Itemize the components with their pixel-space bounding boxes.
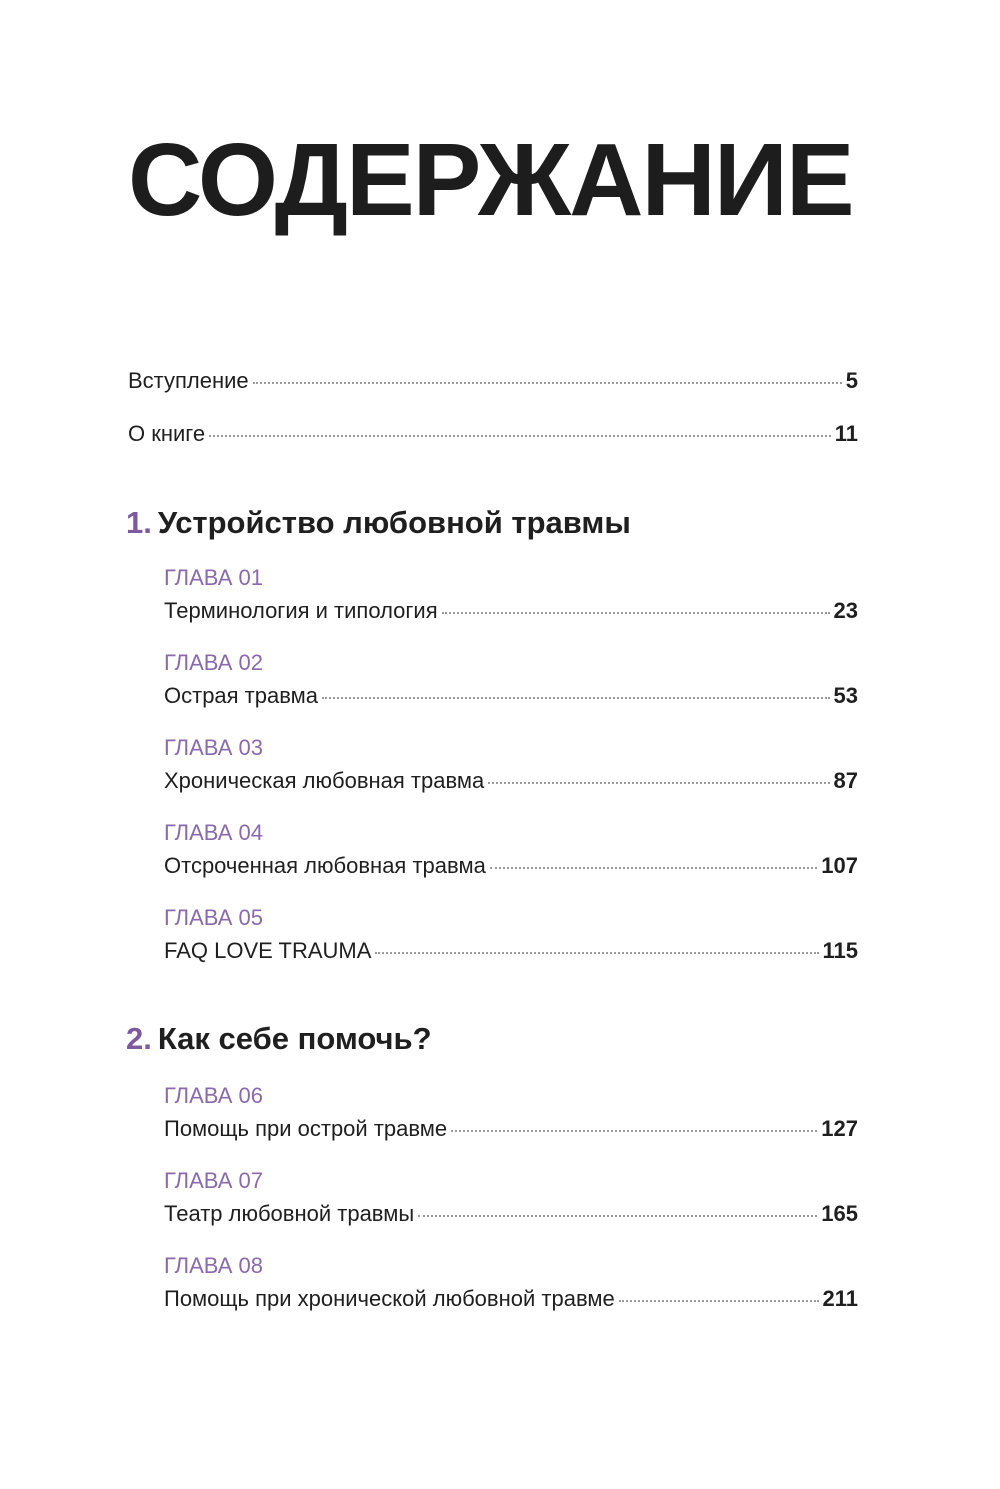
part-title: Как себе помочь? — [157, 1021, 432, 1056]
toc-page-number: 87 — [833, 768, 858, 793]
toc-entry-about-book[interactable] — [128, 421, 858, 447]
chapter-tag-02: ГЛАВА 02 — [164, 650, 263, 675]
dot-leader — [322, 697, 829, 699]
chapter-tag-01: ГЛАВА 01 — [164, 565, 263, 590]
toc-page-number: 11 — [834, 421, 858, 446]
toc-entry-chapter-03[interactable] — [164, 768, 858, 794]
part-title: Устройство любовной травмы — [157, 505, 631, 540]
chapter-tag-07: ГЛАВА 07 — [164, 1168, 263, 1193]
part-number: 2. — [126, 1021, 152, 1056]
toc-page-number: 115 — [822, 938, 858, 963]
toc-entry-label: Терминология и типология — [164, 598, 438, 623]
toc-entry-chapter-01[interactable] — [164, 598, 858, 624]
toc-page-number: 23 — [833, 598, 858, 623]
toc-page-number: 107 — [821, 853, 858, 878]
dot-leader — [418, 1215, 817, 1217]
toc-page-number: 165 — [821, 1201, 858, 1226]
toc-entry-label: Острая травма — [164, 683, 319, 708]
chapter-tag-06: ГЛАВА 06 — [164, 1083, 263, 1108]
toc-entry-label: Хроническая любовная травма — [164, 768, 485, 793]
dot-leader — [442, 612, 830, 614]
dot-leader — [488, 782, 829, 784]
dot-leader — [209, 435, 831, 437]
chapter-tag-04: ГЛАВА 04 — [164, 820, 263, 845]
dot-leader — [490, 867, 817, 869]
dot-leader — [451, 1130, 817, 1132]
part-heading-1 — [126, 505, 631, 541]
toc-entry-label: О книге — [128, 421, 206, 446]
toc-entry-chapter-06[interactable] — [164, 1116, 858, 1142]
dot-leader — [375, 952, 818, 954]
chapter-tag-08: ГЛАВА 08 — [164, 1253, 263, 1278]
chapter-tag-05: ГЛАВА 05 — [164, 905, 263, 930]
toc-entry-label: Отсроченная любовная травма — [164, 853, 486, 878]
part-number: 1. — [126, 505, 152, 540]
toc-page-number: 53 — [833, 683, 858, 708]
toc-page-number: 127 — [821, 1116, 858, 1141]
toc-entry-label: Театр любовной травмы — [164, 1201, 415, 1226]
toc-entry-chapter-04[interactable] — [164, 853, 858, 879]
part-heading-2 — [126, 1021, 432, 1057]
toc-entry-chapter-02[interactable] — [164, 683, 858, 709]
chapter-tag-03: ГЛАВА 03 — [164, 735, 263, 760]
toc-entry-label: Помощь при хронической любовной травме — [164, 1286, 615, 1311]
toc-entry-intro[interactable] — [128, 368, 858, 394]
page-title: СОДЕРЖАНИЕ — [128, 122, 853, 237]
toc-entry-label: Вступление — [128, 368, 249, 393]
toc-entry-chapter-05[interactable] — [164, 938, 858, 964]
toc-entry-chapter-07[interactable] — [164, 1201, 858, 1227]
toc-entry-chapter-08[interactable] — [164, 1286, 858, 1312]
toc-page-number: 211 — [822, 1286, 858, 1311]
toc-page-number: 5 — [845, 368, 858, 393]
toc-entry-label: Помощь при острой травме — [164, 1116, 448, 1141]
dot-leader — [253, 382, 842, 384]
dot-leader — [619, 1300, 819, 1302]
toc-entry-label: FAQ LOVE TRAUMA — [164, 938, 372, 963]
